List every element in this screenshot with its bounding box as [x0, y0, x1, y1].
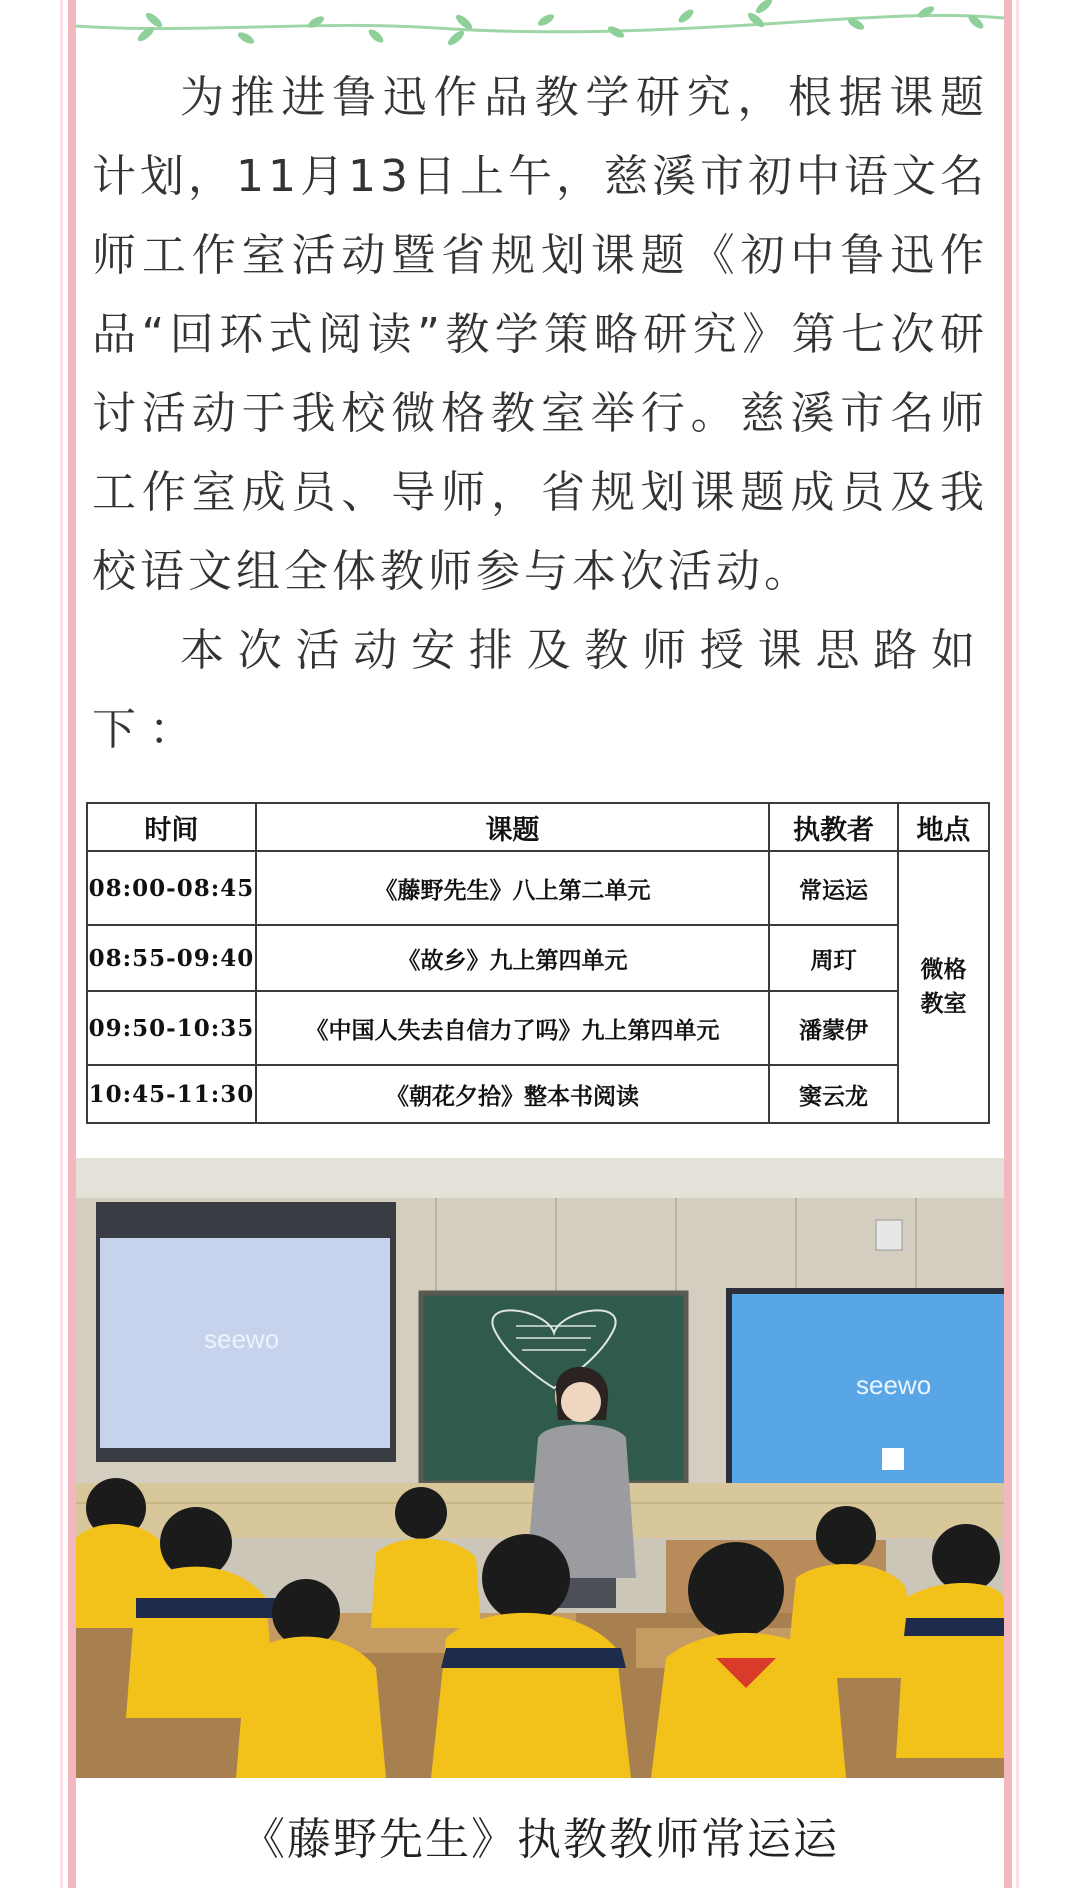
table-row [87, 925, 989, 991]
cell-teacher: 常运运 [769, 851, 898, 925]
cell-teacher: 潘蒙伊 [769, 991, 898, 1065]
classroom-photo-illustration [76, 1158, 1004, 1778]
schedule-table [86, 802, 990, 1118]
cell-topic: 《故乡》九上第四单元 [256, 925, 769, 991]
cell-topic: 《朝花夕拾》整本书阅读 [256, 1065, 769, 1123]
header-teacher: 执教者 [769, 803, 898, 851]
cell-topic: 《藤野先生》八上第二单元 [256, 851, 769, 925]
location-line: 教室 [920, 990, 967, 1017]
header-topic: 课题 [256, 803, 769, 851]
cell-time: 10:45-11:30 [87, 1065, 256, 1123]
vine-decoration [76, 0, 1004, 56]
cell-time: 08:55-09:40 [87, 925, 256, 991]
article-paragraph: 本次活动安排及教师授课思路如下： [92, 625, 988, 755]
table-row [87, 1065, 989, 1123]
header-location: 地点 [898, 803, 989, 851]
cell-teacher: 窦云龙 [769, 1065, 898, 1123]
article-body [92, 58, 988, 769]
table-row [87, 851, 989, 925]
header-time: 时间 [87, 803, 256, 851]
location-line: 微格 [920, 956, 967, 983]
table-header-row [87, 803, 989, 851]
screen-brand-left: seewo [204, 1324, 280, 1354]
cell-time: 09:50-10:35 [87, 991, 256, 1065]
cell-location [898, 851, 989, 1123]
frame-border-right [1004, 0, 1012, 1888]
cell-time: 08:00-08:45 [87, 851, 256, 925]
article-paragraph: 为推进鲁迅作品教学研究，根据课题计划，11月13日上午，慈溪市初中语文名师工作室活动暨省规划课题《初中鲁迅作品“回环式阅读”教学策略研究》第七次研讨活动于我校微格教室举行。慈溪市名师工作室成员、导师，省规划课题成员及我校语文组全体教师参与本次活动。 [92, 72, 988, 597]
table-row [87, 991, 989, 1065]
screen-brand-right: seewo [856, 1370, 932, 1400]
classroom-photo[interactable] [76, 1158, 1004, 1778]
photo-caption: 《藤野先生》执教教师常运运 [241, 1814, 839, 1865]
cell-topic: 《中国人失去自信力了吗》九上第四单元 [256, 991, 769, 1065]
cell-teacher: 周玎 [769, 925, 898, 991]
frame-border-left [68, 0, 76, 1888]
frame-border-left-inner [60, 0, 63, 1888]
frame-border-right-inner [1016, 0, 1019, 1888]
